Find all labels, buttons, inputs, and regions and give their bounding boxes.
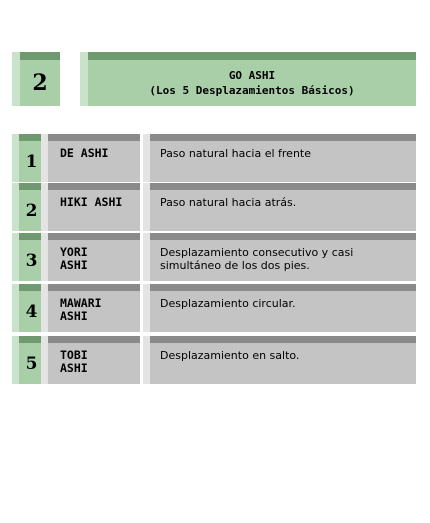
row-term: MAWARI: [60, 296, 102, 310]
row-number-box: [12, 284, 44, 332]
row-description: Desplazamiento consecutivo y casi simultáneo de los dos pies.: [160, 246, 354, 272]
row-number-box: [12, 183, 44, 231]
row-term: ASHI: [60, 258, 88, 272]
row-term-box: [41, 336, 140, 384]
row-term: ASHI: [60, 309, 88, 323]
header-subtitle: (Los 5 Desplazamientos Básicos): [149, 84, 355, 97]
row-description: Paso natural hacia el frente: [160, 147, 311, 160]
row-description: Desplazamiento circular.: [160, 297, 296, 310]
row-term: ASHI: [60, 361, 88, 375]
row-term-box: [41, 183, 140, 231]
row-number: 3: [25, 250, 38, 271]
row-term-box: [41, 233, 140, 281]
header-number: 2: [32, 70, 48, 96]
row-number: 2: [25, 200, 38, 221]
row-term: TOBI: [60, 348, 88, 362]
row-term-box: [41, 284, 140, 332]
row-term: HIKI ASHI: [60, 195, 123, 209]
row-number-box: [12, 134, 44, 182]
row-description-box: [143, 134, 416, 182]
row-term: DE ASHI: [60, 146, 109, 160]
row-number: 4: [25, 301, 38, 322]
row-number: 5: [25, 353, 38, 374]
row-description-box: [143, 284, 416, 332]
row-description-box: [143, 336, 416, 384]
header-number-box: [12, 52, 60, 106]
header-title: GO ASHI: [228, 69, 276, 82]
row-number: 1: [25, 151, 38, 172]
row-description-box: [143, 233, 416, 281]
row-term: YORI: [60, 245, 88, 259]
row-number-box: [12, 233, 44, 281]
row-number-box: [12, 336, 44, 384]
row-term-box: [41, 134, 140, 182]
header-title-box: [80, 52, 416, 106]
row-description: Paso natural hacia atrás.: [160, 196, 297, 209]
row-description: Desplazamiento en salto.: [160, 349, 300, 362]
row-description-box: [143, 183, 416, 231]
